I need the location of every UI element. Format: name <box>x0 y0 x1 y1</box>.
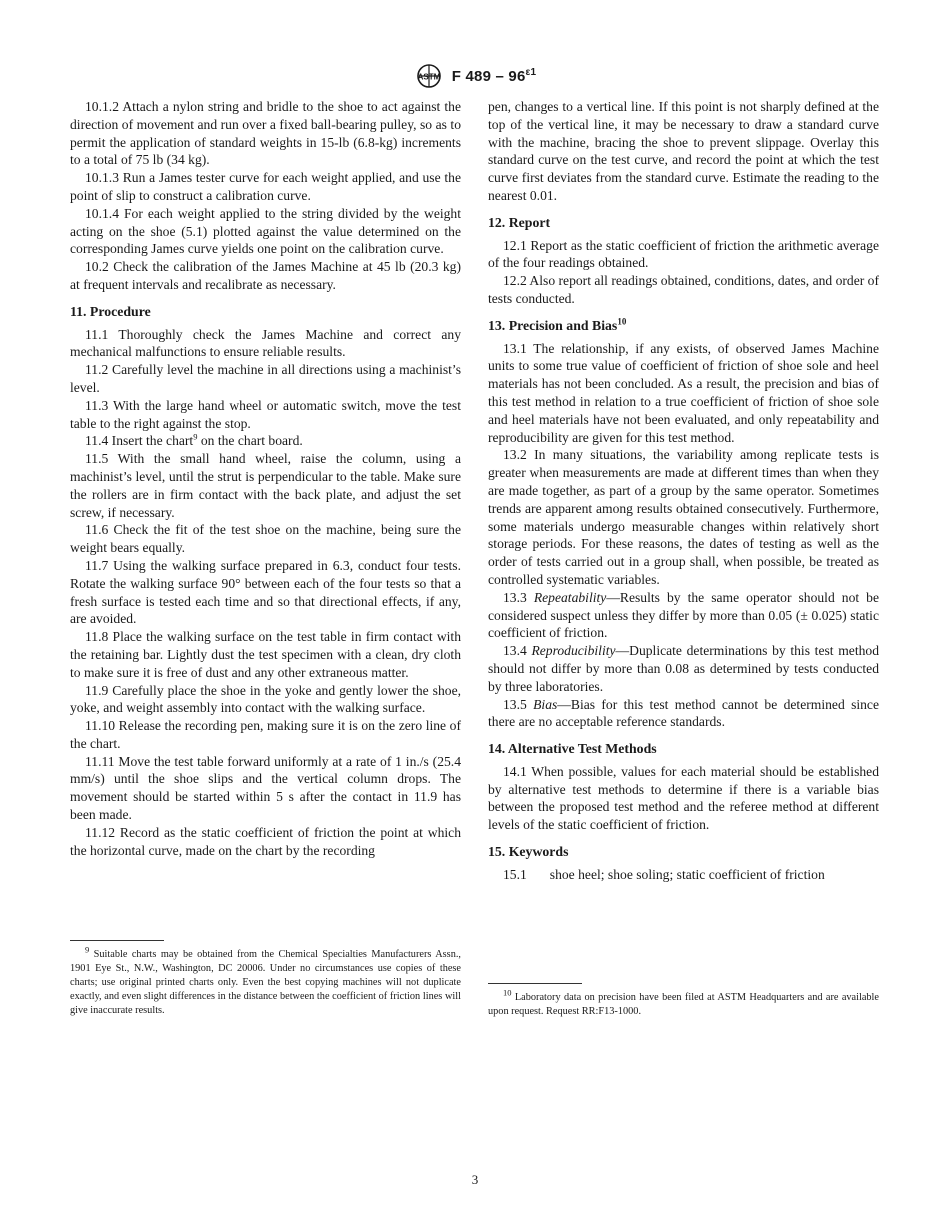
footnote-ref-9: 9 <box>193 431 198 442</box>
section-10-1-4: 10.1.4 For each weight applied to the string divided by the weight acting on the shoe (5.1) plotted against the value determined on the corresponding James curve yields one point on the calibration curve. <box>70 205 461 257</box>
section-11-12-continued: pen, changes to a vertical line. If this point is not sharply defined at the top of the vertical line, it may be necessary to draw a standard curve with the machine, bracing the shoe to prevent slippage. Overlay this standard curve on the test curve, and record the point at which the test curve first deviates from the standard curve. Estimate the reading to the nearest 0.01. <box>488 99 879 203</box>
heading-procedure: 11. Procedure <box>70 303 151 319</box>
section-12-1: 12.1 Report as the static coefficient of friction the arithmetic average of the four readings obtained. <box>488 237 879 271</box>
section-13-4: 13.4 Reproducibility—Duplicate determinations by this test method should not differ by more than 0.08 as determined by tests conducted by three laboratories. <box>488 643 879 694</box>
section-13-5: 13.5 Bias—Bias for this test method cannot be determined since there are no acceptable reference standards. <box>488 696 880 730</box>
section-13-3: 13.3 Repeatability—Results by the same operator should not be considered suspect unless they differ by more than 0.05 (± 0.025) static coefficient of friction. <box>488 589 880 641</box>
heading-keywords: 15. Keywords <box>488 844 569 860</box>
right-column <box>488 98 879 884</box>
section-14-1: 14.1 When possible, values for each material should be established by alternative test methods to determine if there is a variable bias between the proposed test method and the referee method at different levels of the static coefficient of friction. <box>488 763 879 833</box>
section-10-1-2: 10.1.2 Attach a nylon string and bridle to the shoe to act against the direction of movement and run over a fixed ball-bearing pulley, so as to permit the application of standard weights in 15-lb (6.8-kg) increments to a total of 75 lb (34 kg). <box>70 99 461 168</box>
page-number: 3 <box>471 1172 479 1187</box>
section-11-9: 11.9 Carefully place the shoe in the yoke and gently lower the shoe, yoke, and weight assembly into contact with the walking surface. <box>70 682 461 716</box>
section-13-1: 13.1 The relationship, if any exists, of observed James Machine units to some true value of coefficient of friction of shoe sole and heel materials has not been concluded. As a result, the precision and bias of this test method in relation to a true coefficient of friction of shoe sole and heel materials have not been evaluated, and only repeatability and reproducibility are given for this test method. <box>488 340 879 445</box>
footnote-10: $^{10}$ Laboratory data on precision have been filed at ASTM Headquarters and are available upon request. Request RR:F13-1000. <box>488 983 879 1019</box>
page-header <box>0 62 950 90</box>
footnote-9: $^9$ Suitable charts may be obtained from the Chemical Specialties Manufacturers Assn., 1901 Eye St., N.W., Washington, DC 20006. Under no circumstances use copies of these charts; use original printed charts only. Even the best copying machines will not duplicate exactly, and even slight differences in the distance between the coefficient of friction lines will give inaccurate results. <box>70 940 461 1018</box>
heading-precision-and-bias: 13. Precision and Bias$^{10}$ <box>488 316 627 333</box>
section-11-4: 11.4 Insert the chart$^9$ on the chart board. <box>85 431 303 449</box>
section-12-2: 12.2 Also report all readings obtained, conditions, dates, and order of tests conducted. <box>488 273 880 306</box>
heading-report: 12. Report <box>488 214 551 230</box>
section-11-3: 11.3 With the large hand wheel or automatic switch, move the test table to the right against the stop. <box>70 397 461 431</box>
svg-text:ASTM: ASTM <box>417 72 441 82</box>
section-11-8: 11.8 Place the walking surface on the test table in firm contact with the retaining bar. Lightly dust the test specimen with a clean, dry cloth to make sure it is free of dust and any other extraneous matter. <box>70 629 461 680</box>
section-11-6: 11.6 Check the fit of the test shoe on the machine, being sure the weight bears equally. <box>70 522 461 556</box>
section-11-10: 11.10 Release the recording pen, making sure it is on the zero line of the chart. <box>70 718 461 751</box>
section-11-5: 11.5 With the small hand wheel, raise the column, using a machinist’s level, until the strut is perpendicular to the table. Make sure the rollers are in firm contact with the back plate, and adjust the set screw, if necessary. <box>70 451 461 520</box>
astm-logo-icon <box>414 62 444 90</box>
footnote-ref-10: 10 <box>617 316 627 327</box>
document-designation: F $489 - 96^{\varepsilon 1}$ <box>451 66 537 85</box>
section-11-11: 11.11 Move the test table forward uniformly at a rate of 1 in./s (25.4 mm/s) until the shoe slips and the vertical column drops. The movement should be started within 5 s after the contact in 11.9 has been made. <box>70 753 461 823</box>
footnote-divider <box>488 983 582 984</box>
section-10-2: 10.2 Check the calibration of the James Machine at 45 lb (20.3 kg) at frequent intervals and recalibrate as necessary. <box>70 259 461 292</box>
section-11-12: 11.12 Record as the static coefficient of friction the point at which the horizontal curve, made on the chart by the recording <box>70 824 461 858</box>
section-11-1: 11.1 Thoroughly check the James Machine and correct any mechanical malfunctions to ensure reliable results. <box>70 326 461 360</box>
left-column <box>70 98 461 859</box>
section-10-1-3: 10.1.3 Run a James tester curve for each weight applied, and use the point of slip to construct a calibration curve. <box>70 170 461 203</box>
section-15-1: 15.1 shoe heel; shoe soling; static coefficient of friction <box>503 866 825 882</box>
heading-alternative-test-methods: 14. Alternative Test Methods <box>488 741 657 757</box>
section-11-7: 11.7 Using the walking surface prepared in 6.3, conduct four tests. Rotate the walking surface 90° between each of the four tests so that a fresh surface is tested each time and so that directional effects, if any, are avoided. <box>70 557 461 627</box>
footnote-divider <box>70 940 164 941</box>
section-13-2: 13.2 In many situations, the variability among replicate tests is greater when measurements are made at different times than when they are made together, as part of a group by the same operator. Sometimes trends are apparent among results obtained consecutively. Furthermore, some materials undergo measurable changes within relatively short storage periods. For these reasons, the dates of testing as well as the order of tests carried out in a group shall, when possible, be treated as controlled systematic variables. <box>488 447 879 587</box>
section-11-2: 11.2 Carefully level the machine in all directions using a machinist’s level. <box>70 362 461 395</box>
